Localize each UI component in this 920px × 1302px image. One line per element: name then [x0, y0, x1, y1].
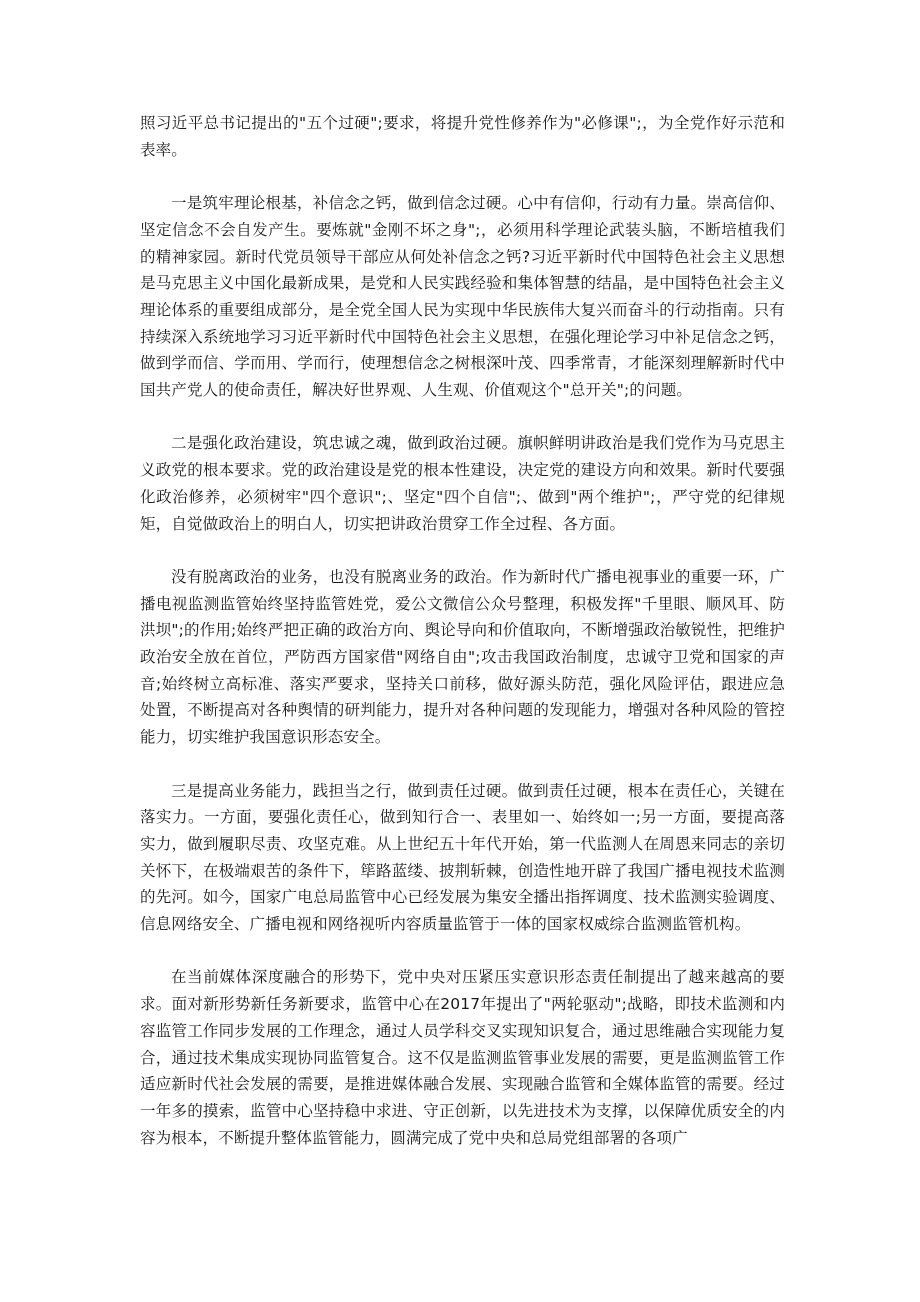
- paragraph-politics-and-business: 没有脱离政治的业务，也没有脱离业务的政治。作为新时代广播电视事业的重要一环，广播电视监测监管始终坚持监管姓党，爱公文微信公众号整理，积极发挥"千里眼、顺风耳、防洪坝";的作用;始终严把正确的政治方向、舆论导向和价值取向，不断增强政治敏锐性，把维护政治安全放在首位，严防西方国家借"网络自由";攻击我国政治制度，忠诚守卫党和国家的声音;始终树立高标准、落实严要求，坚持关口前移，做好源头防范，强化风险评估，跟进应急处置，不断提高对各种舆情的研判能力，提升对各种问题的发现能力，增强对各种风险的管控能力，切实维护我国意识形态安全。: [140, 567, 785, 747]
- paragraph-continuation: 照习近平总书记提出的"五个过硬";要求，将提升党性修养作为"必修课";，为全党作好示范和表率。: [140, 114, 785, 159]
- paragraph-responsibility: 三是提高业务能力，践担当之行，做到责任过硬。做到责任过硬，根本在责任心，关键在落实力。一方面，要强化责任心，做到知行合一、表里如一、始终如一;另一方面，要提高落实力，做到履职尽责、攻坚克难。从上世纪五十年代开始，第一代监测人在周恩来同志的亲切关怀下，在极端艰苦的条件下，筚路蓝缕、披荆斩棘，创造性地开辟了我国广播电视技术监测的先河。如今，国家广电总局监管中心已经发展为集安全播出指挥调度、技术监测实验调度、信息网络安全、广播电视和网络视听内容质量监管于一体的国家权威综合监测监管机构。: [140, 781, 785, 934]
- paragraph-political-building: 二是强化政治建设，筑忠诚之魂，做到政治过硬。旗帜鲜明讲政治是我们党作为马克思主义政党的根本要求。党的政治建设是党的根本性建设，决定党的建设方向和效果。新时代要强化政治修养，必须树牢"四个意识";、坚定"四个自信";、做到"两个维护";，严守党的纪律规矩，自觉做政治上的明白人，切实把讲政治贯穿工作全过程、各方面。: [140, 434, 785, 533]
- document-body: [140, 110, 785, 1178]
- paragraph-media-integration: 在当前媒体深度融合的形势下，党中央对压紧压实意识形态责任制提出了越来越高的要求。面对新形势新任务新要求，监管中心在2017年提出了"两轮驱动";战略，即技术监测和内容监管工作同步发展的工作理念，通过人员学科交叉实现知识复合，通过思维融合实现能力复合，通过技术集成实现协同监管复合。这不仅是监测监管事业发展的需要，更是监测监管工作适应新时代社会发展的需要，是推进媒体融合发展、实现融合监管和全媒体监管的需要。经过一年多的摸索，监管中心坚持稳中求进、守正创新，以先进技术为支撑，以保障优质安全的内容为根本，不断提升整体监管能力，圆满完成了党中央和总局党组部署的各项广: [140, 968, 785, 1147]
- paragraph-belief: 一是筑牢理论根基，补信念之钙，做到信念过硬。心中有信仰，行动有力量。崇高信仰、坚定信念不会自发产生。要炼就"金刚不坏之身";，必须用科学理论武装头脑，不断培植我们的精神家园。新时代党员领导干部应从何处补信念之钙?习近平新时代中国特色社会主义思想是马克思主义中国化最新成果，是党和人民实践经验和集体智慧的结晶，是中国特色社会主义理论体系的重要组成部分，是全党全国人民为实现中华民族伟大复兴而奋斗的行动指南。只有持续深入系统地学习习近平新时代中国特色社会主义思想，在强化理论学习中补足信念之钙，做到学而信、学而用、学而行，使理想信念之树根深叶茂、四季常青，才能深刻理解新时代中国共产党人的使命责任，解决好世界观、人生观、价值观这个"总开关";的问题。: [140, 194, 785, 400]
